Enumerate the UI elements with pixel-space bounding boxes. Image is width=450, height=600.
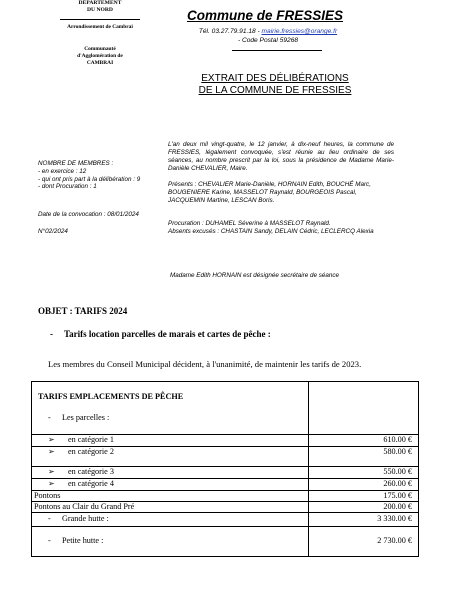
- members-line: - qui ont pris part à la délibération : 9: [38, 175, 141, 183]
- row-value: 3 330.00 €: [377, 514, 412, 523]
- arrow-icon: ➢: [48, 435, 55, 444]
- document-title: [175, 73, 375, 97]
- postal-code: - Code Postal 59268: [237, 37, 299, 44]
- table-title: TARIFS EMPLACEMENTS DE PÊCHE: [38, 392, 184, 401]
- communaute-line-1: Communauté: [84, 46, 116, 52]
- row-value: 580.00 €: [383, 447, 412, 456]
- row-label: en catégorie 3: [68, 467, 114, 476]
- table-row: Pontons: [34, 491, 61, 500]
- table-row: Pontons au Clair du Grand Pré: [34, 502, 135, 511]
- section-heading-text: Tarifs location parcelles de marais et cartes de pêche :: [64, 329, 271, 339]
- header-divider: [232, 50, 322, 51]
- row-label: en catégorie 4: [68, 479, 114, 488]
- row-value: 550.00 €: [383, 467, 412, 476]
- secretary-line: Madame Edith HORNAIN est désignée secrétaire de séance: [170, 272, 340, 279]
- row-divider: [31, 512, 419, 513]
- convocation-date: Date de la convocation : 08/01/2024: [38, 211, 139, 218]
- table-row: - Petite hutte :: [48, 536, 104, 545]
- department-line-1: DÉPARTEMENT: [78, 0, 122, 6]
- bullet-dash: -: [50, 329, 53, 339]
- title-line-2: DE LA COMMUNE DE FRESSIES: [198, 85, 352, 96]
- row-label: en catégorie 2: [68, 447, 114, 456]
- row-value: 610.00 €: [383, 435, 412, 444]
- communaute-line-3: CAMBRAI: [86, 60, 114, 66]
- arrow-icon: ➢: [48, 447, 55, 456]
- members-count: [38, 160, 158, 191]
- title-line-1: EXTRAIT DES DÉLIBÉRATIONS: [201, 73, 349, 84]
- row-value: 260.00 €: [383, 479, 412, 488]
- contact-block: [178, 27, 358, 45]
- section-heading: [50, 329, 271, 339]
- absents-line: Absents excusés : CHASTAIN Sandy, DELAIN Cédric, LECLERCQ Alexia: [168, 228, 374, 235]
- table-row: [48, 467, 114, 476]
- row-label: Grande hutte :: [62, 514, 109, 523]
- procuration-block: [168, 220, 408, 236]
- department-divider: [60, 19, 140, 20]
- members-line: - en exercice : 12: [38, 167, 87, 175]
- communaute-line-2: d'Agglomération de: [77, 53, 123, 59]
- communaute-label: [40, 46, 160, 67]
- table-row: [48, 479, 114, 488]
- row-value: 175.00 €: [383, 491, 412, 500]
- table-row: [48, 447, 114, 456]
- department-line-2: DU NORD: [87, 7, 113, 13]
- parcelles-label: - Les parcelles :: [48, 413, 110, 422]
- email-link[interactable]: mairie.fressies@orange.fr: [261, 28, 338, 35]
- members-line: - dont Procuration : 1: [38, 183, 97, 191]
- intro-paragraph: L'an deux mil vingt-quatre, le 12 janvier, à dix-neuf heures, la commune de FRESSIES, légalement convoquée, s'est réunie au lieu ordinaire de ses séances, au nombre prescrit par la loi, sous la présidence de Madame Marie-Danièle CHEVALIER, Maire.: [168, 141, 394, 172]
- table-row: - Grande hutte :: [48, 514, 109, 523]
- row-divider: [31, 526, 419, 527]
- row-value: 2 730.00 €: [377, 536, 412, 545]
- department-label: [40, 0, 160, 14]
- phone-number: Tél. 03.27.79.91.18 -: [198, 28, 260, 35]
- arrondissement-label: Arrondissement de Cambrai: [67, 24, 133, 30]
- parcelles-text: Les parcelles :: [62, 413, 110, 422]
- members-heading: NOMBRE DE MEMBRES :: [38, 160, 114, 167]
- row-label: en catégorie 1: [68, 435, 114, 444]
- deliberation-number: N°02/2024: [38, 228, 68, 235]
- objet-heading: OBJET : TARIFS 2024: [38, 306, 128, 316]
- commune-title: Commune de FRESSIES: [186, 8, 344, 23]
- arrow-icon: ➢: [48, 467, 55, 476]
- arrow-icon: ➢: [48, 479, 55, 488]
- row-value: 200.00 €: [383, 502, 412, 511]
- table-column-divider: [308, 381, 309, 557]
- row-label: Petite hutte :: [62, 536, 104, 545]
- decision-text: Les membres du Conseil Municipal décident, à l'unanimité, de maintenir les tarifs de 2023.: [48, 359, 362, 369]
- procuration-line: Procuration : DUHAMEL Séverine à MASSELOT Raynald.: [168, 220, 331, 227]
- table-row: [48, 435, 114, 444]
- presents-list: Présents : CHEVALIER Marie-Danièle, HORNAIN Edith, BOUCHÉ Marc, BOUGENIERE Karine, MASSELOT Raynald, BOURGEOIS Pascal, JACQUEMIN Martine, LESCAN Boris.: [168, 181, 371, 204]
